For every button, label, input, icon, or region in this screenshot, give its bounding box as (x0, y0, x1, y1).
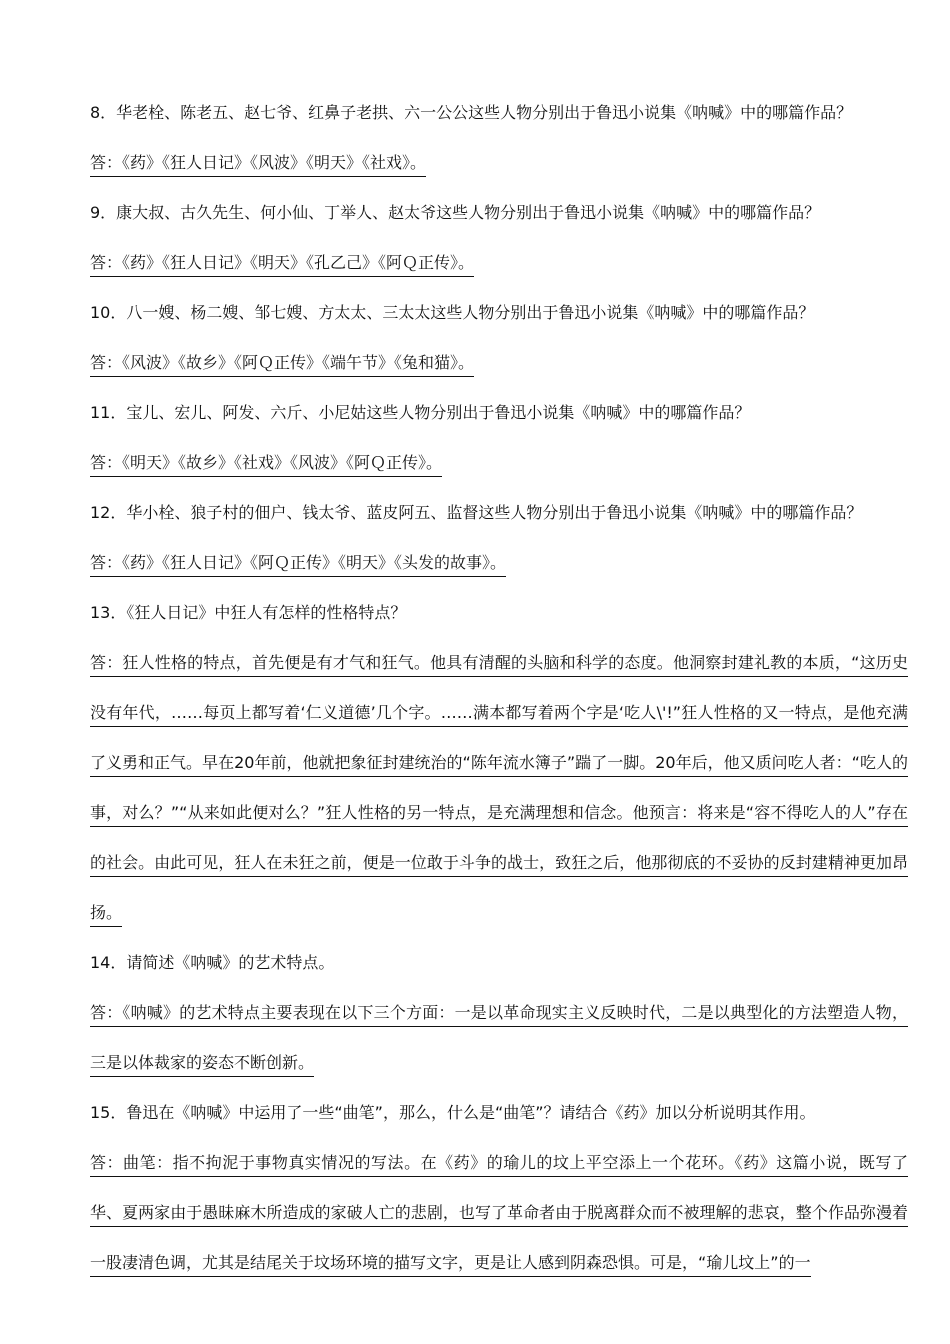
answer-8-text: 答：《药》《狂人日记》《风波》《明天》《社戏》。 (90, 153, 426, 177)
question-10: 10．八一嫂、杨二嫂、邹七嫂、方太太、三太太这些人物分别出于鲁迅小说集《呐喊》中的哪篇作品？ (90, 303, 815, 322)
answer-14 (90, 988, 908, 1088)
answer-15 (90, 1138, 908, 1288)
question-11: 11．宝儿、宏儿、阿发、六斤、小尼姑这些人物分别出于鲁迅小说集《呐喊》中的哪篇作品？ (90, 403, 751, 422)
question-15: 15．鲁迅在《呐喊》中运用了一些“曲笔”，那么，什么是“曲笔”？请结合《药》加以分析说明其作用。 (90, 1103, 816, 1122)
answer-10 (90, 338, 908, 388)
answer-9-text: 答：《药》《狂人日记》《明天》《孔乙己》《阿Ｑ正传》。 (90, 253, 474, 277)
question-8: 8．华老栓、陈老五、赵七爷、红鼻子老拱、六一公公这些人物分别出于鲁迅小说集《呐喊》中的哪篇作品？ (90, 103, 853, 122)
answer-9 (90, 238, 908, 288)
answer-11 (90, 438, 908, 488)
answer-8 (90, 138, 908, 188)
answer-12 (90, 538, 908, 588)
answer-12-text: 答：《药》《狂人日记》《阿Ｑ正传》《明天》《头发的故事》。 (90, 553, 506, 577)
answer-15-text: 答：曲笔：指不拘泥于事物真实情况的写法。在《药》的瑜儿的坟上平空添上一个花环。《药》这篇小说，既写了华、夏两家由于愚昧麻木所造成的家破人亡的悲剧，也写了革命者由于脱离群众而不被理解的悲哀，整个作品弥漫着一股凄清色调，尤其是结尾关于坟场环境的描写文字，更是让人感到阴森恐惧。可是，“瑜儿坟上”的一 (90, 1153, 908, 1277)
question-13: 13．《狂人日记》中狂人有怎样的性格特点？ (90, 603, 407, 622)
question-9: 9．康大叔、古久先生、何小仙、丁举人、赵太爷这些人物分别出于鲁迅小说集《呐喊》中的哪篇作品？ (90, 203, 821, 222)
answer-10-text: 答：《风波》《故乡》《阿Ｑ正传》《端午节》《兔和猫》。 (90, 353, 474, 377)
question-14: 14．请简述《呐喊》的艺术特点。 (90, 953, 335, 972)
document-page (90, 88, 908, 1288)
question-12: 12．华小栓、狼子村的佃户、钱太爷、蓝皮阿五、监督这些人物分别出于鲁迅小说集《呐喊》中的哪篇作品？ (90, 503, 863, 522)
answer-13-text: 答：狂人性格的特点，首先便是有才气和狂气。他具有清醒的头脑和科学的态度。他洞察封建礼教的本质，“这历史没有年代，……每页上都写着‘仁义道德’几个字。……满本都写着两个字是‘吃人\'!”狂人性格的又一特点，是他充满了义勇和正气。早在20年前，他就把象征封建统治的“陈年流水簿子”踹了一脚。20年后，他又质问吃人者：“吃人的事，对么？”“从来如此便对么？”狂人性格的另一特点，是充满理想和信念。他预言：将来是“容不得吃人的人”存在的社会。由此可见，狂人在未狂之前，便是一位敢于斗争的战士，致狂之后，他那彻底的不妥协的反封建精神更加昂扬。 (90, 653, 908, 927)
answer-14-text: 答：《呐喊》的艺术特点主要表现在以下三个方面：一是以革命现实主义反映时代，二是以典型化的方法塑造人物，三是以体裁家的姿态不断创新。 (90, 1003, 908, 1077)
answer-13 (90, 638, 908, 938)
answer-11-text: 答：《明天》《故乡》《社戏》《风波》《阿Ｑ正传》。 (90, 453, 442, 477)
